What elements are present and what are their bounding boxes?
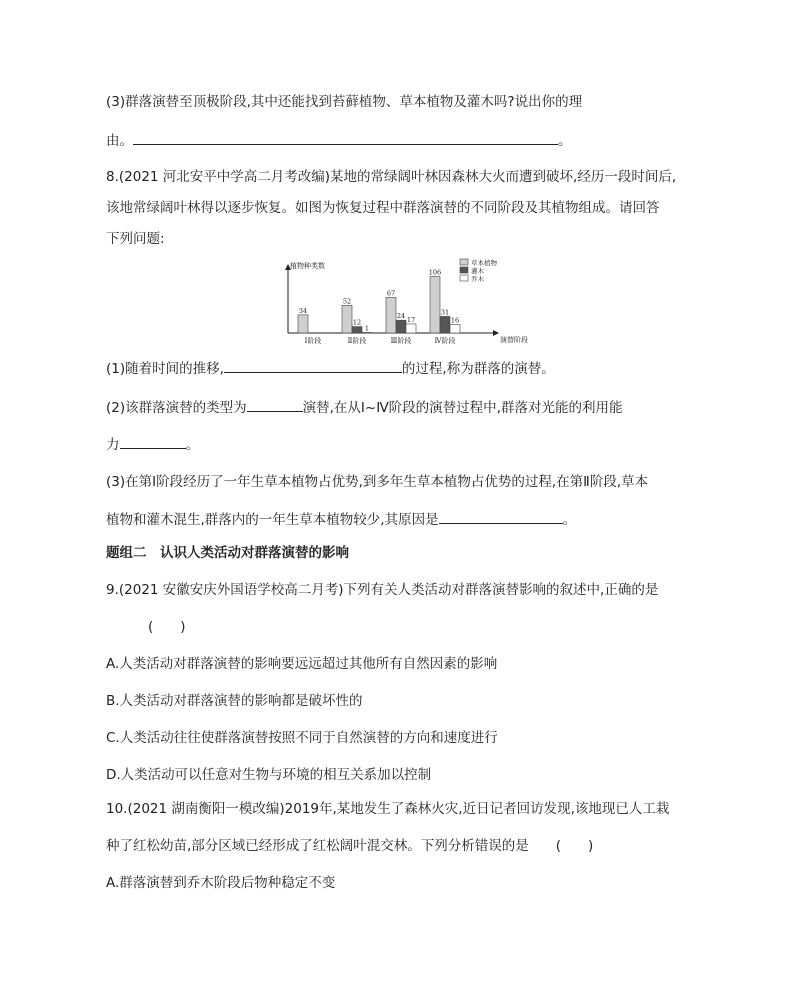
q8-part1-blank[interactable] [224, 358, 402, 373]
q9-option-d: D.人类活动可以任意对生物与环境的相互关系加以控制 [106, 767, 432, 783]
legend-label: 灌木 [471, 267, 484, 275]
data-label: 24 [396, 312, 406, 321]
q7-part3-line1: (3)群落演替至顶极阶段,其中还能找到苔藓植物、草本植物及灌木吗?说出你的理 [106, 94, 583, 110]
q8-part2-prefix: (2)该群落演替的类型为 [106, 400, 247, 416]
bar-4-1 [430, 276, 440, 333]
x-tick-label: Ⅱ阶段 [347, 337, 367, 345]
q8-part2-line2 [106, 434, 199, 455]
bar-4-3 [450, 324, 460, 333]
x-axis-label: 演替阶段 [500, 336, 528, 344]
q8-intro-line2: 该地常绿阔叶林得以逐步恢复。如图为恢复过程中群落演替的不同阶段及其植物组成。请回答 [106, 200, 660, 216]
q9-option-c: C.人类活动往往使群落演替按照不同于自然演替的方向和速度进行 [106, 730, 498, 746]
x-tick-label: Ⅳ阶段 [434, 337, 456, 345]
q8-intro-line3: 下列问题: [106, 231, 165, 247]
plant-species-chart [272, 255, 532, 350]
legend-label: 草本植物 [471, 259, 497, 267]
q8-part3-blank[interactable] [439, 509, 563, 524]
q8-part1-prefix: (1)随着时间的推移, [106, 361, 224, 377]
legend-label: 乔木 [471, 275, 484, 283]
bar-2-2 [352, 327, 362, 333]
q8-part2-line2-prefix: 力 [106, 437, 120, 453]
bar-3-1 [386, 297, 396, 333]
bar-3-3 [406, 324, 416, 333]
x-tick-label: Ⅲ阶段 [390, 337, 412, 345]
data-label: 52 [342, 297, 352, 306]
data-label: 34 [298, 306, 308, 315]
q8-part3-suffix: 。 [562, 512, 577, 528]
legend-swatch [460, 267, 468, 273]
y-axis-label: 植物种类数 [290, 262, 325, 270]
q8-part2-blank1[interactable] [247, 397, 303, 412]
q9-option-b: B.人类活动对群落演替的影响都是破坏性的 [106, 693, 363, 709]
legend-swatch [460, 275, 468, 281]
q9-stem: 9.(2021 安徽安庆外国语学校高二月考)下列有关人类活动对群落演替影响的叙述中,正确的是 [106, 582, 659, 598]
bar-2-1 [342, 305, 352, 333]
q8-part2-line2-suffix: 。 [185, 437, 199, 453]
data-label: 106 [428, 268, 442, 277]
q10-stem-line2: 种了红松幼苗,部分区域已经形成了红松阔叶混交林。下列分析错误的是 ( ) [106, 838, 594, 854]
q7-part3-suffix: 。 [558, 133, 572, 149]
q8-part3-prefix: 植物和灌木混生,群落内的一年生草本植物较少,其原因是 [106, 512, 439, 528]
data-label: 67 [386, 289, 396, 298]
q9-option-a: A.人类活动对群落演替的影响要远远超过其他所有自然因素的影响 [106, 656, 498, 672]
bar-3-2 [396, 320, 406, 333]
q8-part1 [106, 358, 555, 379]
q8-part2-blank2[interactable] [120, 434, 186, 449]
q8-part2-line1 [106, 397, 622, 418]
data-label: 12 [352, 318, 362, 327]
q8-intro-line1: 8.(2021 河北安平中学高二月考改编)某地的常绿阔叶林因森林大火而遭到破坏,经历一段时间后, [106, 169, 677, 185]
chart-legend [460, 258, 498, 283]
q10-option-a: A.群落演替到乔木阶段后物种稳定不变 [106, 875, 336, 891]
legend-swatch [460, 259, 468, 265]
bar-2-3 [362, 332, 372, 333]
q8-part2-mid: 演替,在从Ⅰ~Ⅳ阶段的演替过程中,群落对光能的利用能 [302, 400, 623, 416]
q10-stem-line1: 10.(2021 湖南衡阳一模改编)2019年,某地发生了森林火灾,近日记者回访发现,该地现已人工栽 [106, 801, 670, 817]
bar-1-1 [298, 315, 308, 333]
data-label: 17 [406, 315, 416, 324]
q8-part1-suffix: 的过程,称为群落的演替。 [401, 361, 555, 377]
q8-part3-line2 [106, 509, 576, 530]
section-heading: 题组二 认识人类活动对群落演替的影响 [106, 545, 349, 561]
q7-answer-blank[interactable] [133, 130, 558, 145]
q7-part3-prefix: 由。 [106, 133, 133, 149]
chart-bars [298, 268, 460, 345]
q8-part3-line1: (3)在第Ⅰ阶段经历了一年生草本植物占优势,到多年生草本植物占优势的过程,在第Ⅱ阶段,草本 [106, 474, 649, 490]
q9-answer-paren: ( ) [148, 619, 186, 635]
data-label: 31 [440, 308, 450, 317]
bar-4-2 [440, 316, 450, 333]
data-label: 16 [450, 316, 460, 325]
data-label: 1 [364, 324, 370, 333]
x-tick-label: Ⅰ阶段 [304, 337, 322, 345]
q7-part3-line2 [106, 130, 572, 151]
